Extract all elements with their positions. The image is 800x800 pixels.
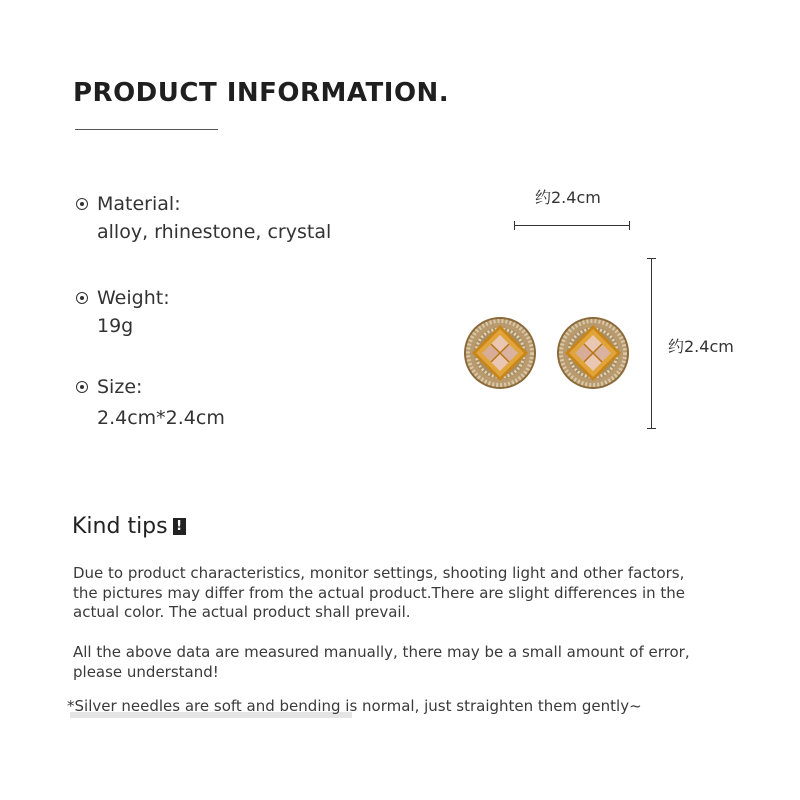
- spec-value: 19g: [97, 315, 134, 337]
- height-dimension-line: [651, 258, 652, 429]
- width-dimension-line: [514, 225, 630, 226]
- title-underline: [75, 129, 218, 130]
- bullet-icon: [76, 198, 88, 210]
- tips-paragraph: All the above data are measured manually, there may be a small amount of error, please understand!: [73, 643, 690, 681]
- page-title: PRODUCT INFORMATION.: [73, 78, 450, 108]
- spec-label: Size:: [97, 376, 143, 398]
- bullet-icon: [76, 381, 88, 393]
- spec-size: [76, 376, 225, 429]
- tips-paragraph: Due to product characteristics, monitor settings, shooting light and other factors, the pictures may differ from the actual product.There are slight differences in the actual color. The actual product shall prevail.: [73, 564, 685, 621]
- spec-value: alloy, rhinestone, crystal: [97, 221, 332, 243]
- earring-image-right: [555, 315, 631, 391]
- exclamation-icon: !: [173, 518, 186, 535]
- bullet-icon: [76, 292, 88, 304]
- width-dimension-label: 约2.4cm: [535, 188, 601, 207]
- earring-image-left: [462, 315, 538, 391]
- spec-weight: [76, 287, 170, 337]
- spec-material: [76, 193, 331, 243]
- kind-tips-title: Kind tips: [72, 514, 168, 539]
- kind-tips-heading: [72, 514, 186, 539]
- height-dimension-label: 约2.4cm: [668, 337, 734, 356]
- silver-needle-note: *Silver needles are soft and bending is normal, just straighten them gently~: [67, 697, 642, 715]
- spec-value: 2.4cm*2.4cm: [97, 407, 225, 429]
- spec-label: Weight:: [97, 287, 170, 309]
- spec-label: Material:: [97, 193, 181, 215]
